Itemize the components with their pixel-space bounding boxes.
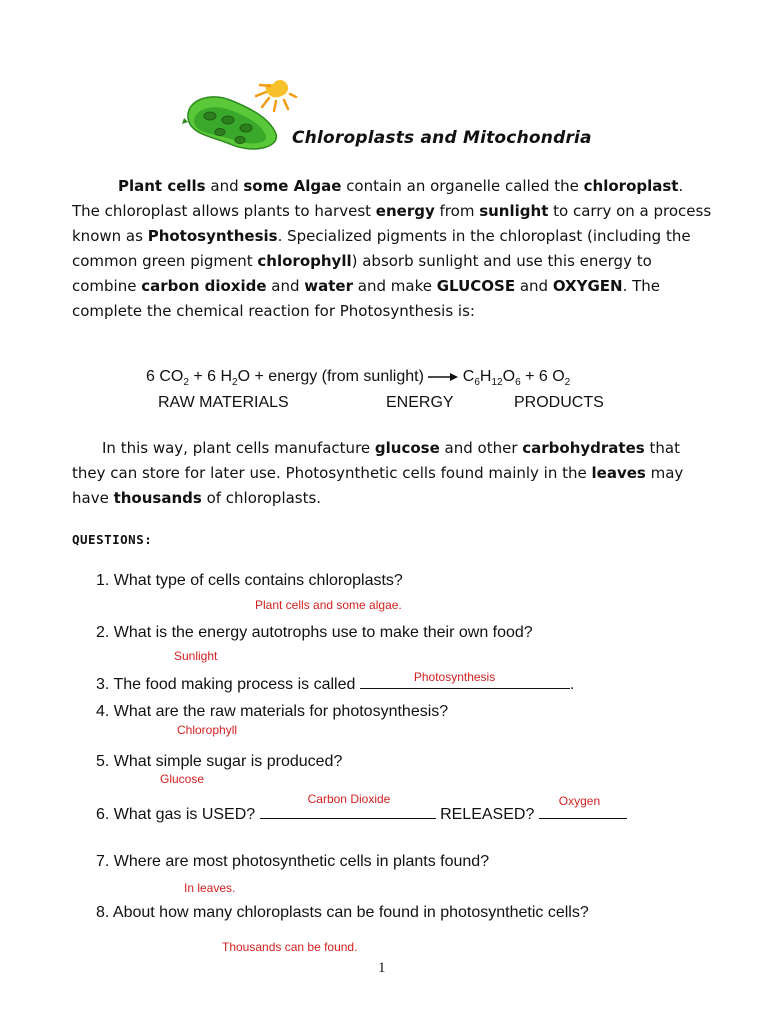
term-glucose-caps: GLUCOSE	[436, 277, 516, 295]
term-carbon-dioxide: carbon dioxide	[141, 277, 267, 295]
question-3: 3. The food making process is called Photosynthesis .	[96, 670, 575, 693]
answer-6-used-blank[interactable]	[260, 792, 436, 819]
term-leaves: leaves	[591, 464, 646, 482]
answer-2[interactable]: Sunlight	[174, 649, 218, 663]
answer-7[interactable]: In leaves.	[184, 881, 236, 895]
question-2: 2. What is the energy autotrophs use to make their own food?	[96, 624, 533, 641]
page-title: Chloroplasts and Mitochondria	[292, 128, 592, 148]
term-some-algae: some Algae	[243, 177, 342, 195]
term-thousands: thousands	[113, 489, 202, 507]
answer-4[interactable]: Chlorophyll	[177, 723, 238, 737]
question-5: 5. What simple sugar is produced?	[96, 753, 343, 770]
term-oxygen-caps: OXYGEN	[552, 277, 623, 295]
arrow-right-icon	[428, 372, 458, 382]
sun-icon	[256, 80, 296, 111]
question-6: 6. What gas is USED? Carbon Dioxide RELEASED? Oxygen	[96, 804, 627, 824]
label-raw-materials: RAW MATERIALS	[158, 394, 289, 411]
answer-6-released: Oxygen	[558, 794, 601, 808]
second-paragraph: In this way, plant cells manufacture glucose and other carbohydrates that they can store for later use. Photosynthetic cells found mainly in the leaves may have thousands of chloroplasts.	[72, 439, 684, 507]
intro-paragraph: Plant cells and some Algae contain an organelle called the chloroplast. The chloroplast allows plants to harvest energy from sunlight to carry on a process known as Photosynthesis. Specialized pigments in the chloroplast (including the common green pigment chlorophyll) absorb sunlight and use this energy to combine carbon dioxide and water and make GLUCOSE and OXYGEN. The complete the chemical reaction for Photosynthesis is:	[72, 177, 712, 320]
term-sunlight: sunlight	[479, 202, 549, 220]
term-chloroplast: chloroplast	[583, 177, 679, 195]
answer-5[interactable]: Glucose	[160, 772, 205, 786]
question-4: 4. What are the raw materials for photosynthesis?	[96, 703, 449, 720]
answer-1[interactable]: Plant cells and some algae.	[255, 598, 402, 612]
answer-6-released-blank[interactable]	[539, 794, 627, 819]
answer-3-blank[interactable]	[360, 670, 570, 689]
chloroplast-illustration	[180, 78, 298, 156]
question-1: 1. What type of cells contains chloroplasts?	[96, 572, 403, 589]
answer-8[interactable]: Thousands can be found.	[222, 940, 358, 954]
term-chlorophyll: chlorophyll	[257, 252, 352, 270]
term-energy: energy	[375, 202, 435, 220]
term-carbohydrates: carbohydrates	[522, 439, 645, 457]
label-products: PRODUCTS	[514, 394, 604, 411]
term-plant-cells: Plant cells	[118, 177, 206, 195]
photosynthesis-equation: 6 $CO_2 + 6$ $H_2O$ + energy (from sunlight) $C_6H_{12}O_6 + 6$ $O_2$	[146, 368, 571, 389]
question-8: 8. About how many chloroplasts can be found in photosynthetic cells?	[96, 904, 589, 921]
term-water: water	[304, 277, 354, 295]
answer-6-used: Carbon Dioxide	[307, 792, 391, 806]
label-energy: ENERGY	[386, 394, 454, 411]
answer-3: Photosynthesis	[413, 670, 496, 684]
term-photosynthesis: Photosynthesis	[147, 227, 278, 245]
page-number: 1	[378, 960, 386, 976]
term-glucose: glucose	[374, 439, 440, 457]
question-7: 7. Where are most photosynthetic cells in plants found?	[96, 853, 490, 870]
questions-heading: QUESTIONS:	[72, 532, 153, 547]
